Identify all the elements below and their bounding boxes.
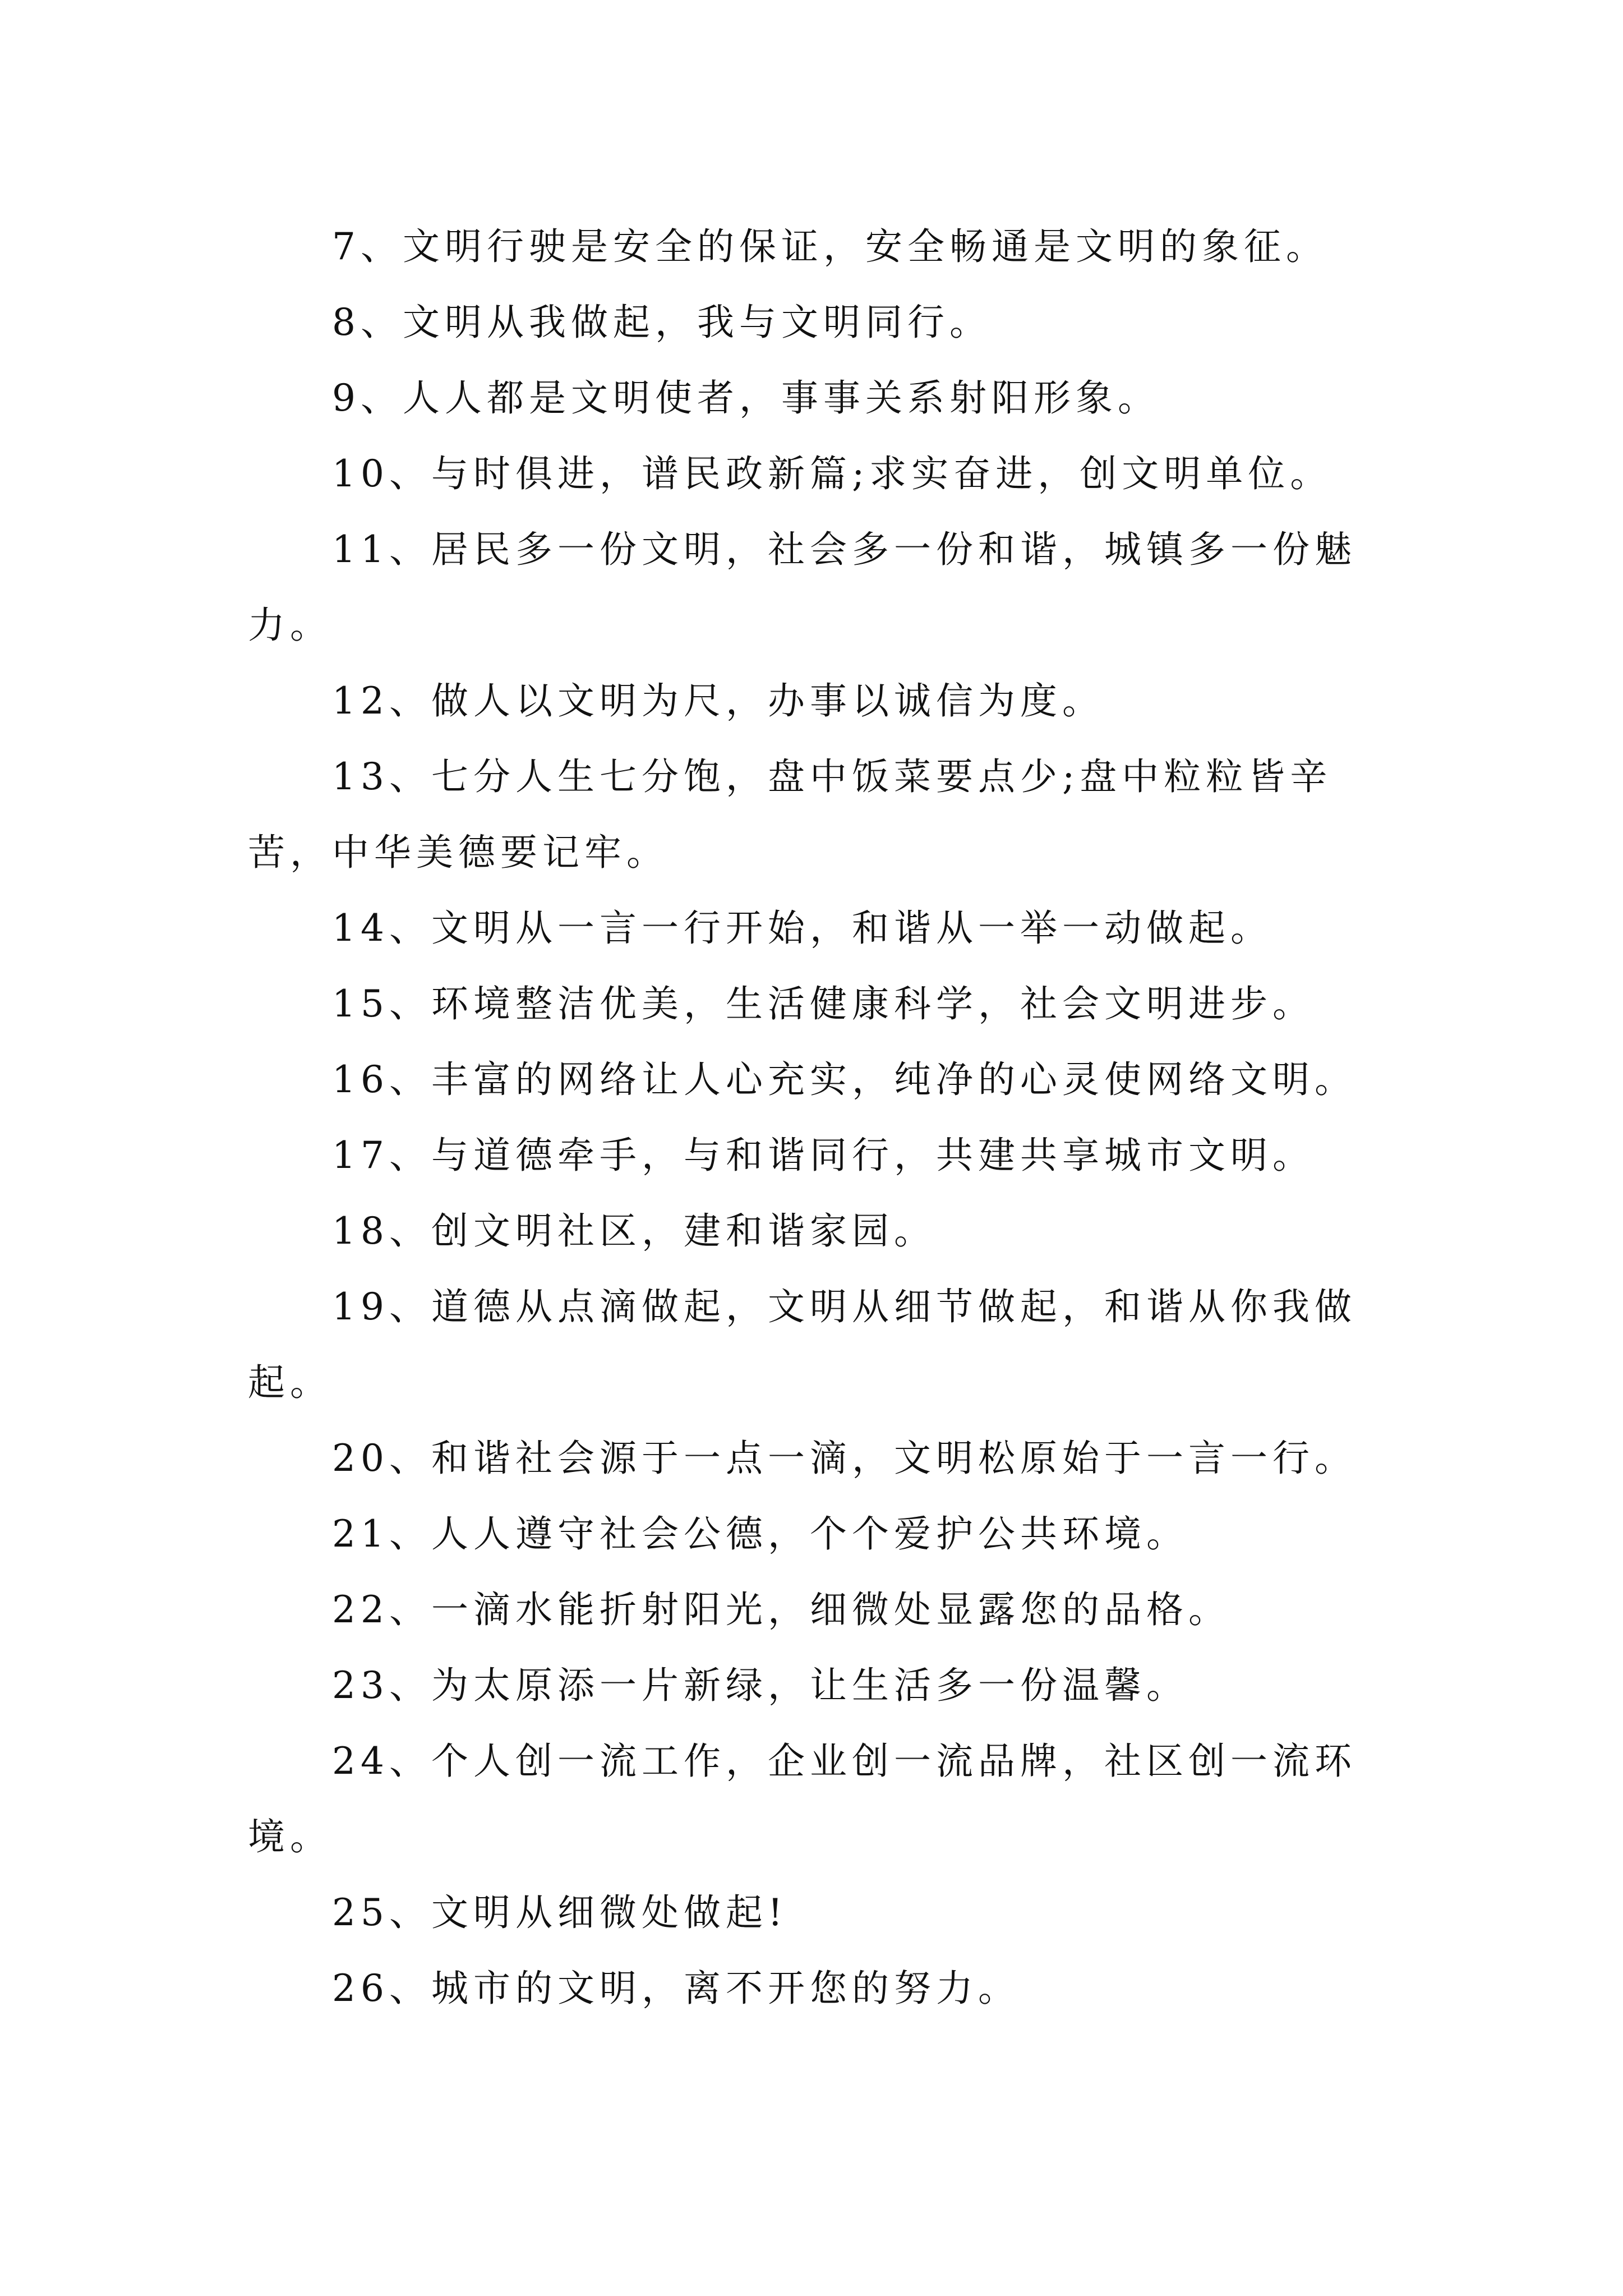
slogan-paragraph: 16、丰富的网络让人心充实，纯净的心灵使网络文明。 [332, 1058, 1357, 1101]
slogan-paragraph: 13、七分人生七分饱，盘中饭菜要点少;盘中粒粒皆辛苦，中华美德要记牢。 [248, 755, 1332, 874]
slogan-paragraph: 22、一滴水能折射阳光，细微处显露您的品格。 [332, 1588, 1230, 1631]
slogan-list [248, 209, 1386, 2026]
slogan-paragraph: 25、文明从细微处做起! [332, 1891, 788, 1934]
slogan-paragraph: 14、文明从一言一行开始，和谐从一举一动做起。 [332, 907, 1272, 950]
slogan-paragraph: 9、人人都是文明使者，事事关系射阳形象。 [332, 376, 1160, 420]
slogan-paragraph: 15、环境整洁优美，生活健康科学，社会文明进步。 [332, 982, 1315, 1025]
slogan-paragraph: 17、与道德牵手，与和谐同行，共建共享城市文明。 [332, 1134, 1315, 1177]
slogan-paragraph: 21、人人遵守社会公德，个个爱护公共环境。 [332, 1512, 1188, 1556]
slogan-paragraph: 26、城市的文明，离不开您的努力。 [332, 1967, 1020, 2010]
slogan-paragraph: 24、个人创一流工作，企业创一流品牌，社区创一流环境。 [248, 1740, 1357, 1858]
slogan-paragraph: 20、和谐社会源于一点一滴，文明松原始于一言一行。 [332, 1437, 1357, 1480]
slogan-paragraph: 18、创文明社区，建和谐家园。 [332, 1209, 936, 1253]
slogan-paragraph: 19、道德从点滴做起，文明从细节做起，和谐从你我做起。 [248, 1285, 1357, 1404]
slogan-paragraph: 11、居民多一份文明，社会多一份和谐，城镇多一份魅力。 [248, 528, 1357, 647]
slogan-paragraph: 23、为太原添一片新绿，让生活多一份温馨。 [332, 1664, 1188, 1707]
slogan-paragraph: 7、文明行驶是安全的保证，安全畅通是文明的象征。 [332, 225, 1328, 268]
slogan-paragraph: 8、文明从我做起，我与文明同行。 [332, 301, 992, 344]
slogan-paragraph: 12、做人以文明为尺，办事以诚信为度。 [332, 679, 1104, 723]
slogan-paragraph: 10、与时俱进，谱民政新篇;求实奋进，创文明单位。 [332, 452, 1332, 495]
